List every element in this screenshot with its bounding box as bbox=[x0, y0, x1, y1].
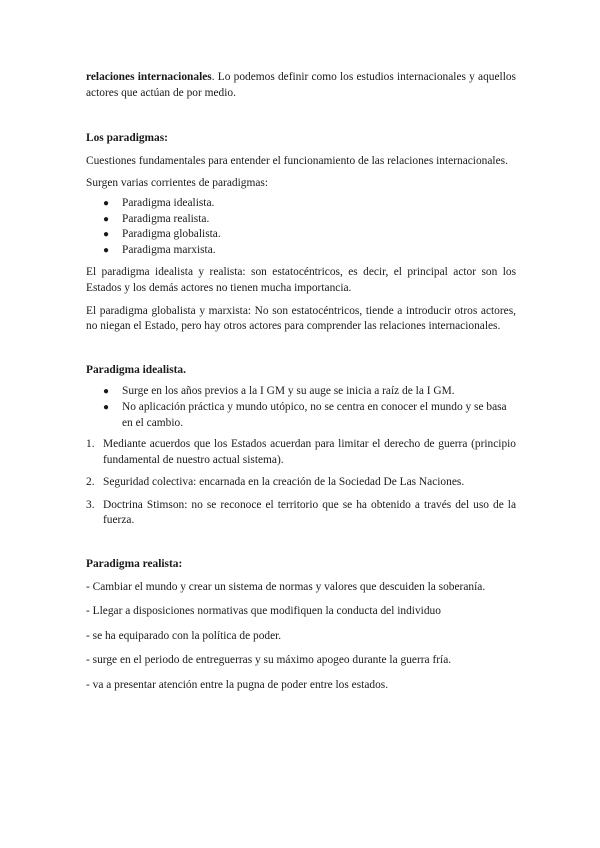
paradigmas-paragraph-2: Surgen varias corrientes de paradigmas: bbox=[86, 177, 268, 190]
document-page bbox=[86, 70, 516, 694]
item-text: Seguridad colectiva: encarnada en la creación de la Sociedad De Las Naciones. bbox=[103, 476, 465, 489]
realista-line: - Llegar a disposiciones normativas que modifiquen la conducta del individuo bbox=[86, 605, 441, 618]
idealista-bullet-list bbox=[86, 384, 516, 431]
bullet-icon: ● bbox=[103, 401, 110, 413]
list-item bbox=[86, 384, 516, 400]
bullet-icon: ● bbox=[103, 229, 110, 241]
numbered-item bbox=[86, 437, 516, 468]
item-number: 3. bbox=[86, 498, 95, 511]
intro-paragraph bbox=[86, 70, 516, 101]
list-item-text: Paradigma realista. bbox=[122, 212, 210, 225]
list-item-text: Paradigma marxista. bbox=[122, 243, 216, 256]
paradigmas-paragraph-3: El paradigma idealista y realista: son estatocéntricos, es decir, el principal actor son los Estados y los demás actores no tienen mucha importancia. bbox=[86, 266, 516, 294]
bullet-icon: ● bbox=[103, 197, 110, 209]
heading-idealista: Paradigma idealista. bbox=[86, 363, 186, 376]
realista-line: - va a presentar atención entre la pugna de poder entre los estados. bbox=[86, 679, 389, 692]
list-item bbox=[86, 196, 516, 212]
paradigm-list bbox=[86, 196, 516, 258]
realista-line: - se ha equiparado con la política de poder. bbox=[86, 629, 282, 642]
list-item bbox=[86, 212, 516, 228]
intro-bold-term: relaciones internacionales bbox=[86, 71, 212, 83]
numbered-item bbox=[86, 475, 516, 491]
paradigmas-paragraph-1: Cuestiones fundamentales para entender el funcionamiento de las relaciones internacionales. bbox=[86, 154, 508, 167]
heading-paradigmas: Los paradigmas: bbox=[86, 132, 168, 145]
paradigmas-paragraph-4: El paradigma globalista y marxista: No son estatocéntricos, tiende a introducir otros actores, no niegan el Estado, pero hay otros actores para comprender las relaciones internacionales. bbox=[86, 304, 516, 333]
list-item bbox=[86, 243, 516, 259]
intro-text: . Lo podemos definir como los estudios internacionales y aquellos actores que actúan de por medio. bbox=[86, 71, 516, 99]
list-item-text: Surge en los años previos a la I GM y su auge se inicia a raíz de la I GM. bbox=[122, 385, 455, 398]
realista-line: - Cambiar el mundo y crear un sistema de normas y valores que descuiden la soberanía. bbox=[86, 580, 486, 593]
item-text: Doctrina Stimson: no se reconoce el territorio que se ha obtenido a través del uso de la fuerza. bbox=[103, 498, 516, 527]
item-text: Mediante acuerdos que los Estados acuerdan para limitar el derecho de guerra (principio fundamental de nuestro actual sistema). bbox=[103, 438, 516, 466]
item-number: 2. bbox=[86, 476, 95, 489]
realista-line: - surge en el periodo de entreguerras y su máximo apogeo durante la guerra fría. bbox=[86, 654, 452, 667]
heading-realista: Paradigma realista: bbox=[86, 558, 183, 571]
list-item-text: Paradigma idealista. bbox=[122, 196, 215, 209]
list-item-text: Paradigma globalista. bbox=[122, 228, 221, 241]
list-item bbox=[86, 400, 516, 431]
bullet-icon: ● bbox=[103, 213, 110, 225]
list-item-text: No aplicación práctica y mundo utópico, no se centra en conocer el mundo y se basa en el cambio. bbox=[122, 400, 507, 429]
item-number: 1. bbox=[86, 438, 95, 451]
numbered-item bbox=[86, 498, 516, 529]
bullet-icon: ● bbox=[103, 244, 110, 256]
list-item bbox=[86, 227, 516, 243]
bullet-icon: ● bbox=[103, 386, 110, 398]
